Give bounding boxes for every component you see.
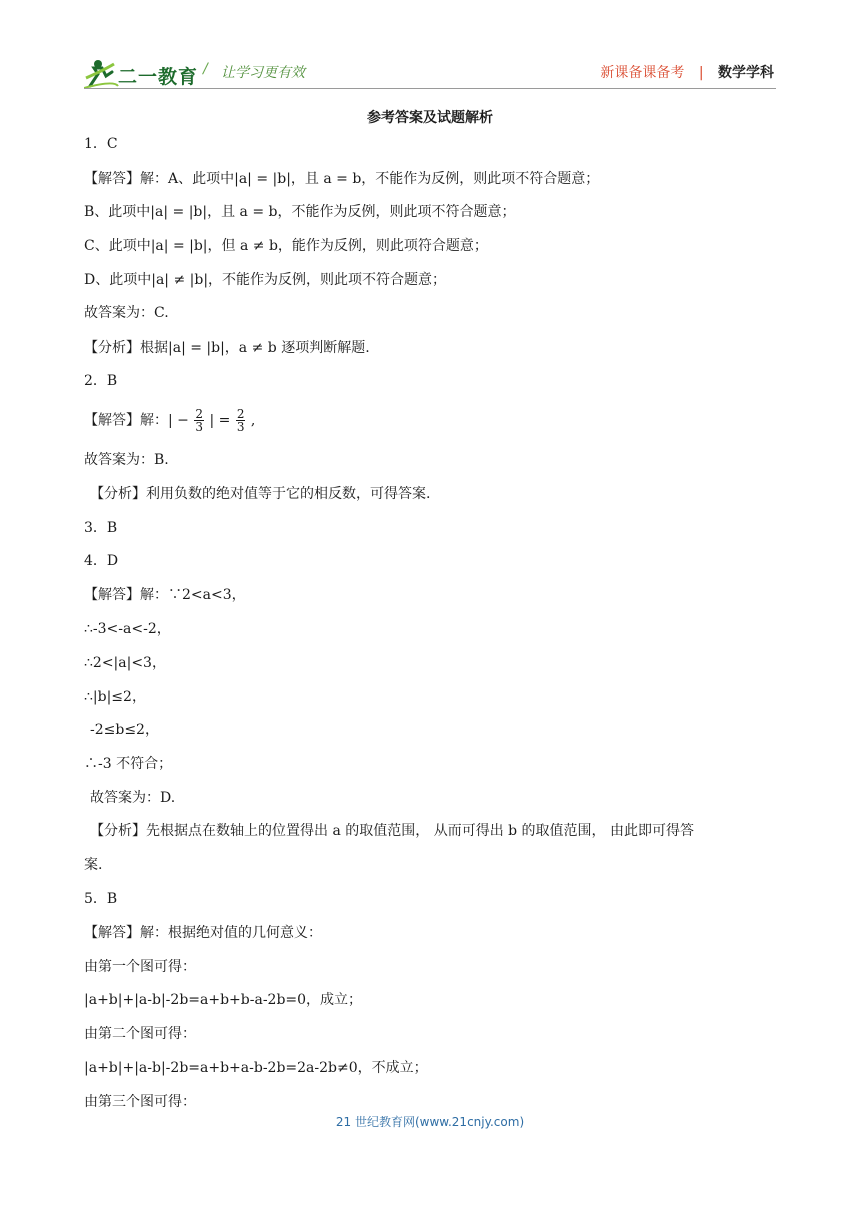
slogan-separator: /	[203, 61, 208, 77]
page-title: 参考答案及试题解析	[367, 110, 493, 126]
solution-line: 【解答】解：根据绝对值的几何意义：	[84, 925, 322, 941]
analysis-line-continued: 案.	[84, 857, 103, 873]
fraction-middle: | =	[209, 412, 231, 429]
analysis-line: 【分析】先根据点在数轴上的位置得出 a 的取值范围， 从而可得出 b 的取值范围， 由此即可得答	[90, 823, 695, 839]
header-divider: |	[698, 65, 704, 81]
fraction-denominator: 3	[195, 420, 203, 434]
fraction-suffix: ,	[250, 412, 256, 429]
solution-line: ∴-3 不符合；	[84, 756, 173, 772]
solution-line: 【解答】解：∵2<a<3，	[84, 587, 246, 603]
solution-line: 由第三个图可得：	[84, 1094, 196, 1110]
fraction-prefix: 【解答】解：| −	[84, 412, 189, 429]
solution-line: 由第二个图可得：	[84, 1026, 196, 1042]
answer-conclusion: 故答案为：B.	[84, 452, 169, 468]
page-header	[0, 0, 860, 100]
solution-line: ∴|b|≤2，	[84, 689, 146, 705]
answer-2: 2．B	[84, 373, 118, 389]
logo-text: 二一教育	[118, 66, 199, 88]
solution-line: B、此项中|a| = |b|，且 a = b，不能作为反例，则此项不符合题意；	[84, 204, 516, 220]
subject-label: 数学学科	[718, 65, 774, 81]
solution-line-fraction	[84, 408, 255, 433]
answer-5: 5．B	[84, 891, 118, 907]
answer-3: 3．B	[84, 520, 118, 536]
answer-conclusion: 故答案为：C.	[84, 305, 169, 321]
fraction-denominator: 3	[236, 420, 245, 434]
solution-line: ∴2<|a|<3，	[84, 655, 166, 671]
solution-line: |a+b|+|a-b|-2b=a+b+a-b-2b=2a-2b≠0，不成立；	[84, 1060, 428, 1076]
solution-line: C、此项中|a| = |b|，但 a ≠ b，能作为反例，则此项符合题意；	[84, 238, 488, 254]
solution-line: ∴-3<-a<-2，	[84, 621, 171, 637]
fraction-numerator: 2	[236, 407, 245, 421]
answer-conclusion: 故答案为：D.	[90, 790, 176, 806]
header-rule	[84, 88, 776, 89]
answer-4: 4．D	[84, 553, 119, 569]
solution-line: D、此项中|a| ≠ |b|，不能作为反例，则此项不符合题意；	[84, 272, 447, 288]
answer-1: 1．C	[84, 136, 118, 152]
analysis-line: 【分析】根据|a| = |b|，a ≠ b 逐项判断解题.	[84, 340, 370, 356]
fraction-numerator: 2	[195, 407, 203, 421]
page-footer: 21 世纪教育网(www.21cnjy.com)	[335, 1115, 525, 1129]
solution-line: |a+b|+|a-b|-2b=a+b+b-a-2b=0，成立；	[84, 992, 363, 1008]
solution-line: 【解答】解：A、此项中|a| = |b|，且 a = b，不能作为反例，则此项不符合题意；	[84, 171, 600, 187]
fraction	[194, 408, 204, 433]
analysis-line: 【分析】利用负数的绝对值等于它的相反数，可得答案.	[90, 486, 431, 502]
solution-line: -2≤b≤2，	[90, 722, 159, 738]
course-label: 新课备课备考	[600, 65, 685, 81]
slogan: 让学习更有效	[221, 65, 305, 81]
fraction	[236, 408, 246, 433]
solution-line: 由第一个图可得：	[84, 959, 196, 975]
header-right	[600, 62, 774, 82]
